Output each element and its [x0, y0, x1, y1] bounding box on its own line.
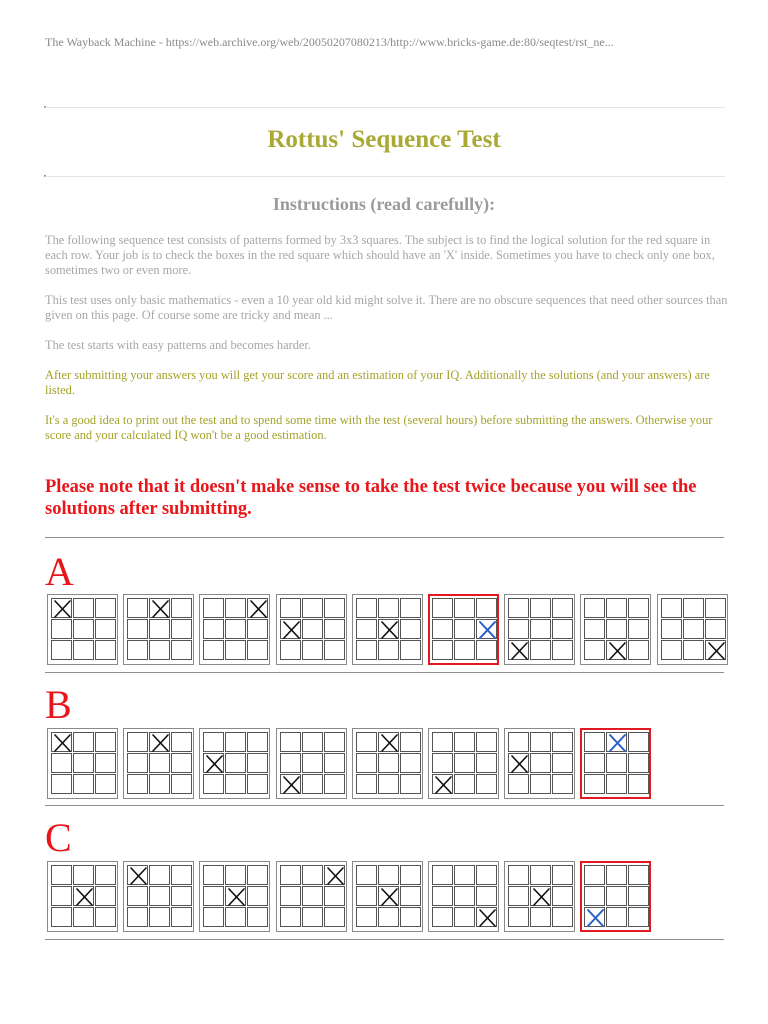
pattern-cell [400, 732, 421, 752]
pattern-cell [356, 886, 377, 906]
pattern-cell [356, 732, 377, 752]
archive-header-url: The Wayback Machine - https://web.archive.org/web/20050207080213/http://www.bricks-game.de:80/seqtest/rst_ne... [45, 35, 614, 49]
pattern-cell [552, 886, 573, 906]
pattern-cell [95, 619, 116, 639]
answer-checkbox[interactable] [476, 640, 497, 660]
pattern-cell [400, 619, 421, 639]
pattern-cell [73, 907, 94, 927]
pattern-cell [302, 732, 323, 752]
sequence-divider [45, 537, 724, 538]
instruction-paragraph: The following sequence test consists of patterns formed by 3x3 squares. The subject is to find the logical solution for the red square in each row. Your job is to check the boxes in the red square which should have an 'X' inside. Sometimes you have to check only one box, sometimes two or even more. [45, 233, 715, 277]
pattern-cell [530, 598, 551, 618]
sequence-divider [45, 672, 724, 673]
pattern-cell [247, 598, 268, 618]
pattern-cell [356, 619, 377, 639]
answer-checkbox[interactable] [628, 774, 649, 794]
pattern-grid [276, 728, 347, 799]
handwritten-check-icon [477, 620, 498, 640]
pattern-cell [400, 907, 421, 927]
handwritten-check-icon [585, 908, 606, 928]
x-mark-icon [509, 754, 530, 774]
x-mark-icon [74, 887, 95, 907]
answer-checkbox[interactable] [628, 886, 649, 906]
pattern-cell [530, 640, 551, 660]
pattern-cell [95, 865, 116, 885]
pattern-cell [683, 619, 704, 639]
pattern-cell [683, 640, 704, 660]
pattern-cell [171, 774, 192, 794]
pattern-cell [149, 886, 170, 906]
pattern-cell [247, 907, 268, 927]
pattern-cell [203, 598, 224, 618]
pattern-grid [199, 861, 270, 932]
pattern-cell [225, 865, 246, 885]
pattern-cell [378, 907, 399, 927]
pattern-cell [302, 865, 323, 885]
pattern-cell [73, 598, 94, 618]
pattern-grid [199, 594, 270, 665]
x-mark-icon [379, 733, 400, 753]
pattern-cell [149, 640, 170, 660]
answer-checkbox[interactable] [432, 619, 453, 639]
pattern-cell [661, 619, 682, 639]
retake-warning: Please note that it doesn't make sense to take the test twice because you will see the solutions after submitting. [45, 477, 697, 519]
pattern-cell [661, 598, 682, 618]
pattern-grid [580, 594, 651, 665]
pattern-cell [51, 907, 72, 927]
pattern-cell [302, 774, 323, 794]
pattern-cell [324, 598, 345, 618]
pattern-grid [352, 861, 423, 932]
pattern-cell [454, 886, 475, 906]
pattern-cell [552, 907, 573, 927]
pattern-cell [683, 598, 704, 618]
pattern-cell [247, 886, 268, 906]
pattern-cell [127, 886, 148, 906]
pattern-cell [606, 619, 627, 639]
pattern-cell [606, 598, 627, 618]
pattern-cell [432, 732, 453, 752]
pattern-cell [584, 619, 605, 639]
pattern-cell [454, 753, 475, 773]
pattern-cell [432, 907, 453, 927]
pattern-cell [432, 886, 453, 906]
pattern-cell [51, 865, 72, 885]
pattern-cell [324, 774, 345, 794]
answer-checkbox[interactable] [628, 907, 649, 927]
pattern-cell [432, 774, 453, 794]
pattern-cell [225, 640, 246, 660]
x-mark-icon [379, 620, 400, 640]
pattern-cell [203, 640, 224, 660]
pattern-cell [356, 640, 377, 660]
pattern-cell [508, 732, 529, 752]
answer-grid [580, 861, 651, 932]
pattern-cell [149, 865, 170, 885]
pattern-cell [606, 640, 627, 660]
instruction-paragraph: After submitting your answers you will get your score and an estimation of your IQ. Additionally the solutions (and your answers) are listed. [45, 368, 710, 397]
answer-checkbox[interactable] [628, 865, 649, 885]
pattern-cell [476, 774, 497, 794]
sequence-label: B [45, 682, 72, 727]
pattern-grid [504, 861, 575, 932]
pattern-cell [628, 640, 649, 660]
pattern-cell [127, 732, 148, 752]
pattern-cell [705, 640, 726, 660]
pattern-cell [530, 619, 551, 639]
pattern-cell [476, 907, 497, 927]
answer-checkbox[interactable] [606, 753, 627, 773]
x-mark-icon [128, 866, 149, 886]
pattern-cell [51, 753, 72, 773]
pattern-cell [127, 619, 148, 639]
pattern-cell [378, 865, 399, 885]
pattern-grid [123, 594, 194, 665]
pattern-cell [356, 774, 377, 794]
pattern-cell [171, 732, 192, 752]
pattern-cell [400, 886, 421, 906]
pattern-cell [324, 732, 345, 752]
pattern-cell [356, 865, 377, 885]
pattern-grid [352, 594, 423, 665]
pattern-cell [552, 640, 573, 660]
pattern-cell [432, 865, 453, 885]
pattern-cell [400, 865, 421, 885]
x-mark-icon [52, 599, 73, 619]
pattern-cell [508, 865, 529, 885]
pattern-cell [356, 598, 377, 618]
x-mark-icon [281, 620, 302, 640]
page-title: Rottus' Sequence Test [267, 126, 501, 153]
pattern-grid [352, 728, 423, 799]
x-mark-icon [607, 641, 628, 661]
x-mark-icon [52, 733, 73, 753]
pattern-cell [454, 774, 475, 794]
answer-checkbox[interactable] [584, 774, 605, 794]
pattern-cell [95, 640, 116, 660]
pattern-cell [378, 598, 399, 618]
answer-checkbox[interactable] [628, 732, 649, 752]
pattern-cell [171, 619, 192, 639]
divider-line [45, 107, 725, 108]
answer-checkbox[interactable] [454, 598, 475, 618]
instructions-heading: Instructions (read carefully): [272, 194, 496, 214]
pattern-cell [51, 598, 72, 618]
pattern-cell [280, 640, 301, 660]
pattern-grid [276, 861, 347, 932]
pattern-cell [302, 886, 323, 906]
pattern-cell [171, 886, 192, 906]
instruction-paragraph: The test starts with easy patterns and becomes harder. [45, 338, 311, 352]
pattern-cell [324, 640, 345, 660]
instruction-paragraph: It's a good idea to print out the test and to spend some time with the test (several hours) before submitting the answers. Otherwise your score and your calculated IQ won't be a good estimation. [45, 413, 713, 442]
pattern-cell [508, 619, 529, 639]
pattern-cell [400, 598, 421, 618]
pattern-cell [552, 732, 573, 752]
pattern-cell [302, 907, 323, 927]
pattern-cell [225, 774, 246, 794]
pattern-cell [225, 598, 246, 618]
sequence-label: C [45, 815, 72, 860]
answer-checkbox[interactable] [584, 753, 605, 773]
pattern-grid [428, 728, 499, 799]
pattern-cell [324, 886, 345, 906]
pattern-cell [508, 598, 529, 618]
x-mark-icon [531, 887, 552, 907]
pattern-cell [247, 774, 268, 794]
pattern-cell [508, 886, 529, 906]
pattern-cell [51, 732, 72, 752]
pattern-cell [203, 753, 224, 773]
answer-checkbox[interactable] [584, 732, 605, 752]
pattern-cell [247, 619, 268, 639]
pattern-grid [123, 728, 194, 799]
x-mark-icon [706, 641, 727, 661]
pattern-cell [127, 753, 148, 773]
answer-checkbox[interactable] [606, 907, 627, 927]
answer-checkbox[interactable] [454, 619, 475, 639]
pattern-cell [584, 640, 605, 660]
pattern-cell [127, 774, 148, 794]
pattern-cell [280, 774, 301, 794]
answer-checkbox[interactable] [628, 753, 649, 773]
pattern-cell [247, 640, 268, 660]
pattern-cell [149, 619, 170, 639]
pattern-cell [73, 732, 94, 752]
sequence-divider [45, 939, 724, 940]
pattern-cell [171, 907, 192, 927]
pattern-cell [356, 753, 377, 773]
pattern-grid [657, 594, 728, 665]
x-mark-icon [248, 599, 269, 619]
answer-checkbox[interactable] [432, 598, 453, 618]
pattern-cell [225, 886, 246, 906]
answer-checkbox[interactable] [606, 732, 627, 752]
x-mark-icon [281, 775, 302, 795]
pattern-cell [51, 774, 72, 794]
pattern-cell [203, 732, 224, 752]
pattern-cell [530, 886, 551, 906]
sequence-divider [45, 805, 724, 806]
pattern-cell [530, 907, 551, 927]
x-mark-icon [433, 775, 454, 795]
pattern-cell [51, 619, 72, 639]
pattern-cell [127, 865, 148, 885]
answer-grid [428, 594, 499, 665]
pattern-cell [628, 619, 649, 639]
pattern-cell [149, 774, 170, 794]
answer-checkbox[interactable] [476, 598, 497, 618]
handwritten-check-icon [607, 733, 628, 753]
pattern-grid [47, 861, 118, 932]
pattern-cell [280, 598, 301, 618]
pattern-cell [225, 732, 246, 752]
pattern-cell [203, 865, 224, 885]
pattern-cell [203, 886, 224, 906]
answer-checkbox[interactable] [606, 865, 627, 885]
pattern-cell [247, 732, 268, 752]
pattern-cell [247, 753, 268, 773]
pattern-cell [280, 907, 301, 927]
pattern-cell [127, 640, 148, 660]
pattern-cell [628, 598, 649, 618]
pattern-grid [47, 728, 118, 799]
pattern-grid [199, 728, 270, 799]
pattern-cell [280, 865, 301, 885]
pattern-cell [171, 753, 192, 773]
pattern-cell [73, 886, 94, 906]
x-mark-icon [226, 887, 247, 907]
pattern-cell [552, 774, 573, 794]
answer-checkbox[interactable] [584, 886, 605, 906]
x-mark-icon [477, 908, 498, 928]
pattern-cell [73, 619, 94, 639]
pattern-cell [149, 753, 170, 773]
pattern-cell [400, 753, 421, 773]
pattern-cell [203, 907, 224, 927]
pattern-cell [324, 907, 345, 927]
pattern-cell [552, 865, 573, 885]
x-mark-icon [325, 866, 346, 886]
pattern-cell [302, 753, 323, 773]
answer-checkbox[interactable] [432, 640, 453, 660]
pattern-cell [530, 865, 551, 885]
answer-checkbox[interactable] [606, 886, 627, 906]
pattern-cell [225, 753, 246, 773]
pattern-cell [508, 640, 529, 660]
pattern-cell [530, 732, 551, 752]
sequence-label: A [45, 549, 74, 594]
x-mark-icon [509, 641, 530, 661]
pattern-cell [705, 598, 726, 618]
pattern-cell [378, 640, 399, 660]
pattern-cell [530, 774, 551, 794]
pattern-cell [149, 598, 170, 618]
pattern-cell [95, 753, 116, 773]
pattern-cell [280, 732, 301, 752]
pattern-cell [73, 753, 94, 773]
answer-checkbox[interactable] [476, 619, 497, 639]
pattern-cell [324, 753, 345, 773]
pattern-cell [171, 598, 192, 618]
pattern-cell [584, 598, 605, 618]
pattern-cell [149, 732, 170, 752]
x-mark-icon [150, 599, 171, 619]
pattern-cell [127, 907, 148, 927]
pattern-cell [95, 774, 116, 794]
pattern-cell [127, 598, 148, 618]
pattern-cell [225, 907, 246, 927]
pattern-cell [225, 619, 246, 639]
pattern-cell [95, 907, 116, 927]
pattern-cell [454, 907, 475, 927]
pattern-cell [476, 865, 497, 885]
answer-checkbox[interactable] [584, 865, 605, 885]
pattern-cell [552, 598, 573, 618]
answer-checkbox[interactable] [606, 774, 627, 794]
pattern-cell [302, 619, 323, 639]
pattern-cell [149, 907, 170, 927]
pattern-cell [400, 774, 421, 794]
pattern-cell [95, 598, 116, 618]
pattern-cell [454, 865, 475, 885]
pattern-cell [280, 886, 301, 906]
pattern-cell [476, 732, 497, 752]
pattern-cell [203, 619, 224, 639]
pattern-cell [378, 753, 399, 773]
instruction-paragraph: This test uses only basic mathematics - even a 10 year old kid might solve it. There are no obscure sequences that need other sources than given on this page. Of course some are tricky and mean ... [45, 293, 728, 322]
pattern-cell [400, 640, 421, 660]
pattern-cell [73, 640, 94, 660]
pattern-cell [203, 774, 224, 794]
pattern-cell [530, 753, 551, 773]
pattern-cell [552, 619, 573, 639]
pattern-cell [432, 753, 453, 773]
pattern-cell [705, 619, 726, 639]
pattern-grid [504, 594, 575, 665]
pattern-cell [476, 886, 497, 906]
pattern-cell [508, 907, 529, 927]
answer-checkbox[interactable] [584, 907, 605, 927]
pattern-cell [508, 753, 529, 773]
pattern-cell [95, 732, 116, 752]
x-mark-icon [204, 754, 225, 774]
pattern-grid [47, 594, 118, 665]
pattern-cell [378, 774, 399, 794]
pattern-cell [280, 753, 301, 773]
divider-line [45, 176, 725, 177]
pattern-cell [51, 640, 72, 660]
pattern-cell [171, 865, 192, 885]
pattern-cell [356, 907, 377, 927]
pattern-cell [661, 640, 682, 660]
pattern-cell [73, 865, 94, 885]
pattern-cell [508, 774, 529, 794]
pattern-grid [504, 728, 575, 799]
x-mark-icon [150, 733, 171, 753]
pattern-cell [378, 886, 399, 906]
pattern-grid [428, 861, 499, 932]
pattern-cell [302, 640, 323, 660]
pattern-cell [476, 753, 497, 773]
pattern-cell [324, 619, 345, 639]
pattern-cell [280, 619, 301, 639]
pattern-cell [171, 640, 192, 660]
pattern-grid [276, 594, 347, 665]
pattern-cell [247, 865, 268, 885]
answer-grid [580, 728, 651, 799]
pattern-cell [95, 886, 116, 906]
pattern-cell [378, 619, 399, 639]
x-mark-icon [379, 887, 400, 907]
pattern-cell [302, 598, 323, 618]
pattern-cell [324, 865, 345, 885]
pattern-cell [378, 732, 399, 752]
answer-checkbox[interactable] [454, 640, 475, 660]
pattern-cell [51, 886, 72, 906]
pattern-cell [73, 774, 94, 794]
pattern-grid [123, 861, 194, 932]
pattern-cell [552, 753, 573, 773]
pattern-cell [454, 732, 475, 752]
